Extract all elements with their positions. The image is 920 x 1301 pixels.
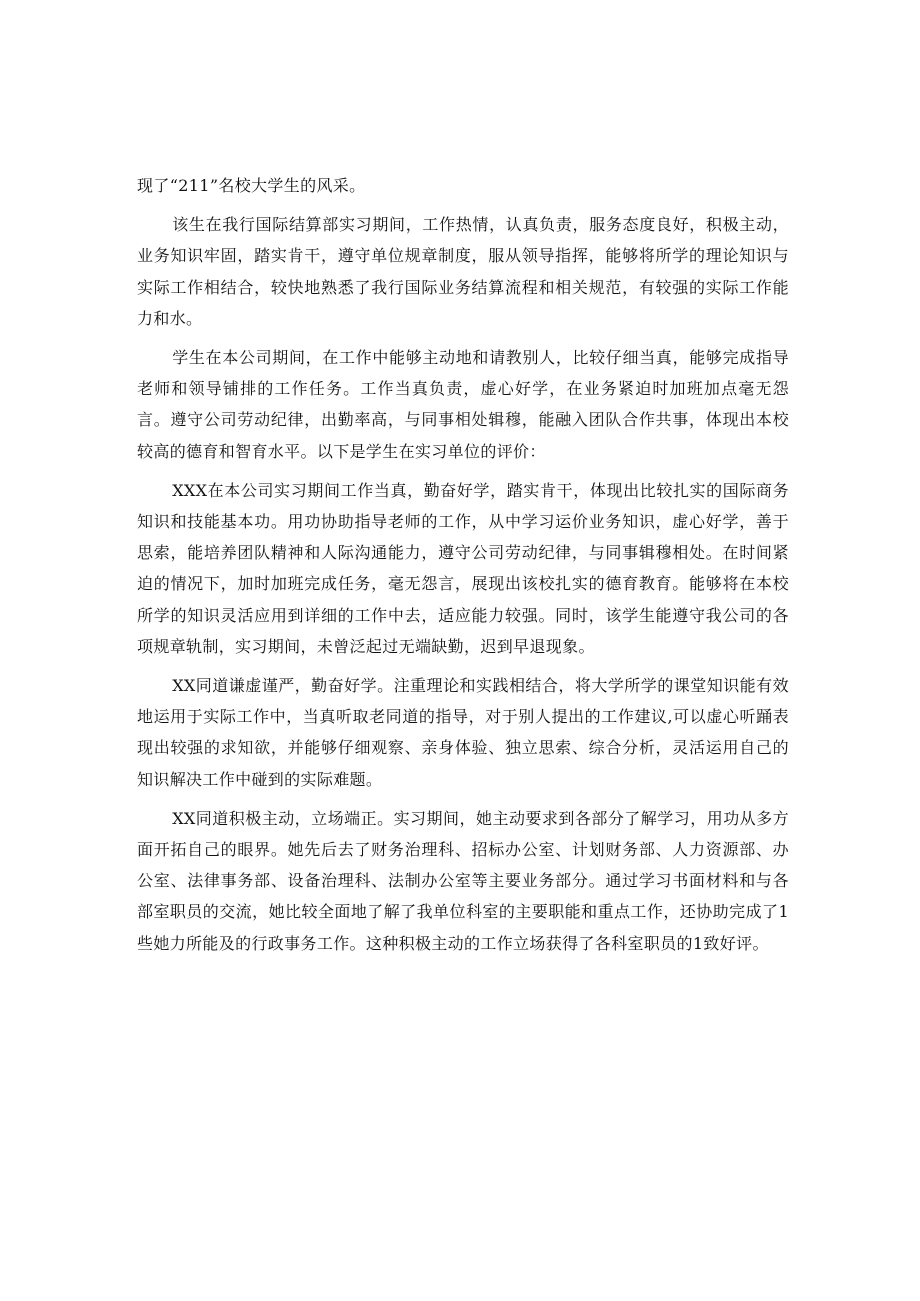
paragraph-1: 现了“211”名校大学生的风采。 (137, 176, 366, 195)
document-body (137, 170, 789, 967)
paragraph-2: 该生在我行国际结算部实习期间，工作热情，认真负责，服务态度良好，积极主动，业务知识牢固，踏实肯干，遵守单位规章制度，服从领导指挥，能够将所学的理论知识与实际工作相结合，较快地熟悉了我行国际业务结算流程和相关规范，有较强的实际工作能力和水。 (137, 215, 789, 328)
paragraph-3: 学生在本公司期间，在工作中能够主动地和请教别人，比较仔细当真，能够完成指导老师和领导铺排的工作任务。工作当真负责，虚心好学，在业务紧迫时加班加点毫无怨言。遵守公司劳动纪律，出勤率高，与同事相处辑穆，能融入团队合作共事，体现出本校较高的德育和智育水平。以下是学生在实习单位的评价： (137, 348, 789, 461)
paragraph-6: XX同道积极主动，立场端正。实习期间，她主动要求到各部分了解学习，用功从多方面开拓自己的眼界。她先后去了财务治理科、招标办公室、计划财务部、人力资源部、办公室、法律事务部、设备治理科、法制办公室等主要业务部分。通过学习书面材料和与各部室职员的交流，她比较全面地了解了我单位科室的主要职能和重点工作，还协助完成了1些她力所能及的行政事务工作。这种积极主动的工作立场获得了各科室职员的1致好评。 (137, 808, 789, 953)
paragraph-4: XXX在本公司实习期间工作当真，勤奋好学，踏实肯干，体现出比较扎实的国际商务知识和技能基本功。用功协助指导老师的工作，从中学习运价业务知识，虚心好学，善于思索，能培养团队精神和人际沟通能力，遵守公司劳动纪律，与同事辑穆相处。在时间紧迫的情况下，加时加班完成任务，毫无怨言，展现出该校扎实的德育教育。能够将在本校所学的知识灵活应用到详细的工作中去，适应能力较强。同时，该学生能遵守我公司的各项规章轨制，实习期间，未曾泛起过无端缺勤，迟到早退现象。 (137, 480, 789, 656)
paragraph-5: XX同道谦虚谨严，勤奋好学。注重理论和实践相结合，将大学所学的课堂知识能有效地运用于实际工作中，当真听取老同道的指导，对于别人提出的工作建议,可以虚心听踊表现出较强的求知欲，并能够仔细观察、亲身体验、独立思索、综合分析，灵活运用自己的知识解决工作中碰到的实际难题。 (137, 676, 789, 789)
